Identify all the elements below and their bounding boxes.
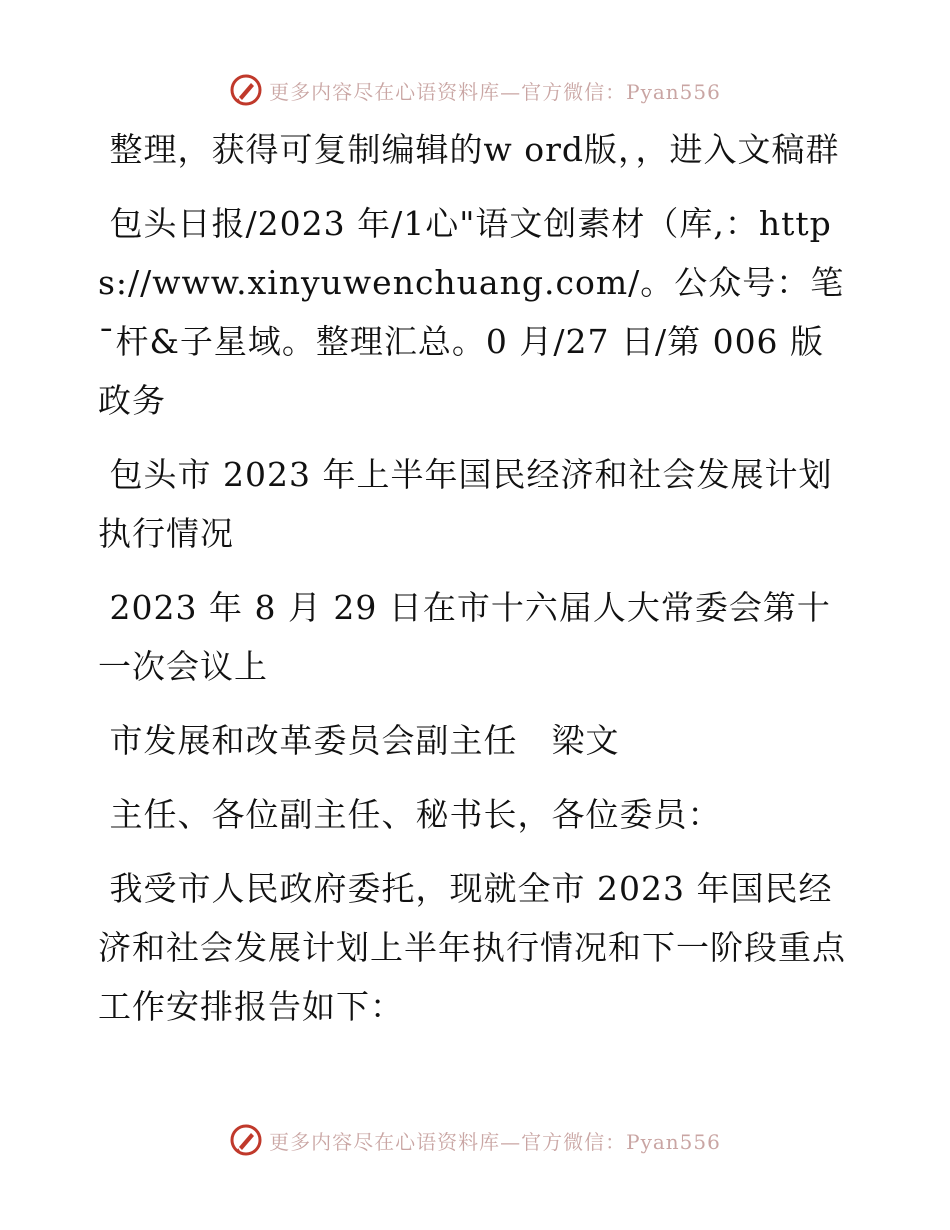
- speaker-line: 市发展和改革委员会副主任 梁文: [98, 721, 620, 760]
- header-banner-text: 更多内容尽在心语资料库—官方微信：Pyan556: [269, 79, 721, 104]
- document-body: [98, 120, 858, 1051]
- paragraph-source: 包头日报/2023 年/1心"语文创素材（库,：https://www.xinyuwenchuang.com/。公众号：笔¯杆&子星域。整理汇总。0 月/27 日/第 006 版政务: [98, 204, 845, 420]
- paragraph-intro: 整理，获得可复制编辑的w ord版，，进入文稿群: [98, 130, 840, 169]
- footer-banner-text: 更多内容尽在心语资料库—官方微信：Pyan556: [269, 1129, 721, 1154]
- header-banner: [0, 70, 950, 110]
- document-title: 包头市 2023 年上半年国民经济和社会发展计划执行情况: [98, 455, 833, 553]
- opening-paragraph: 我受市人民政府委托，现就全市 2023 年国民经济和社会发展计划上半年执行情况和下一阶段重点工作安排报告如下：: [98, 869, 846, 1026]
- pen-logo-icon: [229, 73, 263, 107]
- pen-logo-icon: [229, 1123, 263, 1157]
- footer-banner: [0, 1120, 950, 1160]
- meeting-date-line: 2023 年 8 月 29 日在市十六届人大常委会第十一次会议上: [98, 588, 831, 686]
- salutation: 主任、各位副主任、秘书长，各位委员：: [98, 795, 722, 834]
